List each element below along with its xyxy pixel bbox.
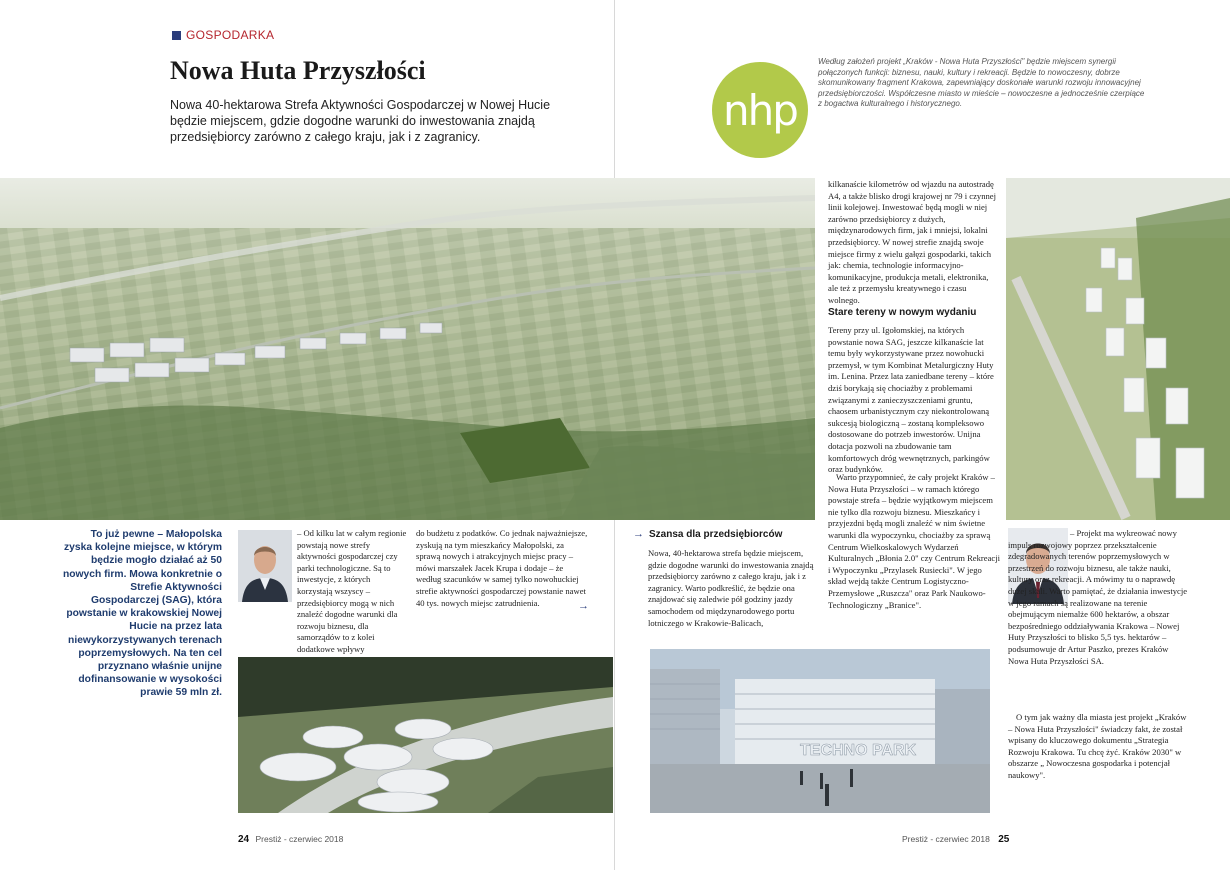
pavilion-rendering-image	[238, 657, 613, 813]
marshal-portrait	[238, 530, 292, 602]
article-title: Nowa Huta Przyszłości	[170, 56, 426, 85]
continue-arrow-icon: →	[578, 600, 589, 612]
nhp-logo	[712, 62, 808, 158]
subhead-arrow-icon: →	[633, 528, 644, 540]
subhead-old-areas: Stare tereny w nowym wydaniu	[828, 307, 977, 318]
folio-left	[238, 834, 343, 845]
right-column-body-2: Warto przypomnieć, że cały projekt Kraków – Nowa Huta Przyszłości – w ramach którego powstaje strefa – będzie wyjątkowym miejscem nie tylko dla rozwoju biznesu. Mieszkańcy i przyjezdni będą mogli znaleźć w nim świetne warunki dla wypoczynku, chociażby za sprawą Centrum Wielkoskalowych Wydarzeń Kulturalnych „Błonia 2.0" czy Centrum Rekreacji i Wypoczynku „Przylasek Rusiecki". W jego skład wejdą także Centrum Logistyczno-Przemysłowe „Ruszcza" oraz Park Naukowo-Technologiczny „Branice".	[828, 472, 1000, 610]
article-lead: Nowa 40-hektarowa Strefa Aktywności Gospodarczej w Nowej Hucie będzie miejscem, gdzie dogodne warunki do inwestowania znajdą przedsiębiorcy zarówno z całego kraju, jak i z zagranicy.	[170, 98, 551, 144]
column-3-text: Nowa, 40-hektarowa strefa będzie miejscem, gdzie dogodne warunki do inwestowania znajdą przedsiębiorcy zarówno z całego kraju, jak i z zagranicy. Warto podkreślić, że będzie ona znajdować się zaledwie pół godziny jazdy samochodem od międzynarodowego portu lotniczego w Krakowie-Balicach,	[648, 548, 814, 628]
column-1-text: – Od kilku lat w całym regionie powstają nowe strefy aktywności gospodarczej czy parki technologiczne. Są to inwestycje, z których korzystają wszyscy – przedsiębiorcy mogą w nich znaleźć dogodne warunki dla rozwoju biznesu, dla samorządów to z kolei dodatkowe wpływy	[297, 528, 407, 654]
folio-right	[902, 834, 1009, 845]
logo-text: nhp	[723, 85, 797, 135]
right-top-column: kilkanaście kilometrów od wjazdu na autostradę A4, a także blisko drogi krajowej nr 79 i czynnej linii kolejowej. Inwestować będą mogli w niej zarówno przedsiębiorcy z dużych, międzynarodowych firm, jak i mniejsi, lokalni przedsiębiorcy. W nowej strefie znajdą swoje miejsce firmy z wielu gałęzi gospodarki, takich jak: chemia, technologie informacyjno-komunikacyjne, produkcja metali, elektronika, ale też z przemysłu kreatywnego i czasu wolnego.	[828, 179, 997, 305]
page-number-left: 24	[238, 834, 250, 845]
footer-left-text: Prestiż - czerwiec 2018	[255, 834, 344, 844]
pull-quote: To już pewne – Małopolska zyska kolejne miejsce, w którym będzie mogło działać aż 50 nowych firm. Mowa konkretnie o Strefie Aktywności Gospodarczej (SAG), która powstanie w krakowskiej Nowej Hucie na przez lata niewykorzystywanych terenach poprzemysłowych. Na ten cel przyznano właśnie unijne dofinansowanie w wysokości prawie 59 mln zł.	[62, 529, 222, 699]
subhead-opportunity: Szansa dla przedsiębiorców	[649, 529, 783, 540]
right-column-body-1: Tereny przy ul. Igołomskiej, na których powstanie nowa SAG, jeszcze kilkanaście lat temu były wykorzystywane przez nowohucki przemysł, w tym Kombinat Metalurgiczny Huty im. Lenina. Przez lata zaniedbane tereny – które dziś borykają się chociażby z problemami związanymi z zanieczyszczeniami gruntu, chaosem urbanistycznym czy niekontrolowaną sukcesją biologiczną – zostaną kompleksowo dostosowane do potrzeb inwestorów. Unijna dotacja pozwoli na zbudowanie tam komfortowych dróg wewnętrznych, parkingów oraz budynków.	[828, 325, 994, 475]
column-5-text-2: O tym jak ważny dla miasta jest projekt „Kraków – Nowa Huta Przyszłości" świadczy fakt, że został wpisany do kluczowego dokumentu „Strategia Rozwoju Krakowa. Tu chcę żyć. Kraków 2030" w obszarze „ Nowoczesna gospodarka i potencjał naukowy".	[1008, 712, 1187, 780]
techno-park-sign: TECHNO PARK	[800, 742, 917, 759]
campus-rendering-image	[1006, 178, 1230, 520]
footer-right-text: Prestiż - czerwiec 2018	[902, 834, 990, 844]
column-2-text: do budżetu z podatków. Co jednak najważniejsze, zyskują na tym mieszkańcy Małopolski, za sprawą nowych i atrakcyjnych miejsc pracy – mówi marszałek Jacek Krupa i dodaje – że według szacunków w samej tylko nowohuckiej strefie aktywności gospodarczej powstanie nawet 40 tys. nowych miejsc zatrudnienia.	[416, 528, 588, 608]
section-marker	[172, 31, 181, 40]
column-5-text: – Projekt ma wykreować nowy impuls rozwojowy poprzez przekształcenie zdegradowanych terenów poprzemysłowych w przestrzeń do rozwoju biznesu, ale także nauki, kultury oraz rekreacji. A mówimy tu o naprawdę dużej skali. Warto pamiętać, że działania inwestycje w jego ramach są realizowane na terenie obejmującym niemalże 600 hektarów, a obszar bezpośredniego oddziaływania Krakowa – Nowej Huty Przyszłości to blisko 5,5 tys. hektarów – podsumowuje dr Artur Paszko, prezes Kraków Nowa Huta Przyszłości SA.	[1008, 528, 1188, 666]
intro-text: Według założeń projekt „Kraków - Nowa Huta Przyszłości" będzie miejscem synergii połączonych funkcji: biznesu, nauki, kultury i rekreacji. Będzie to nowoczesny, dobrze skomunikowany fragment Krakowa, zapewniający doskonałe warunki rozwoju innowacyjnej przedsiębiorczości. Współczesne miasto w mieście – nowoczesne a jednocześnie czerpiące z bogactwa kulturalnego i historycznego.	[818, 57, 1145, 108]
techno-park-rendering-image	[650, 649, 990, 813]
aerial-rendering-image	[0, 178, 815, 520]
section-label: GOSPODARKA	[186, 28, 275, 42]
page-number-right: 25	[998, 834, 1010, 845]
